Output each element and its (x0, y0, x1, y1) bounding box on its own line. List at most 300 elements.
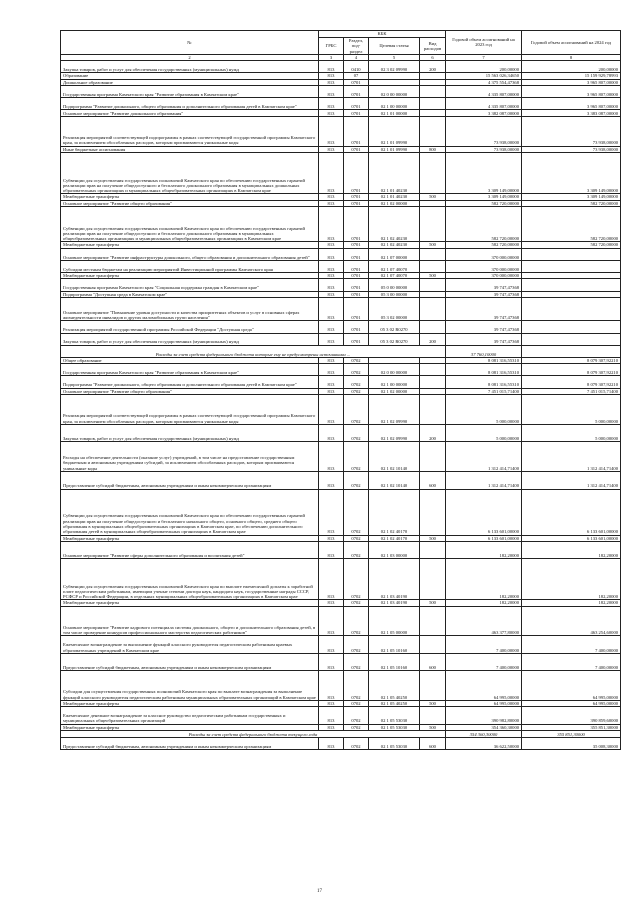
section-code: 0701 (344, 260, 369, 272)
grbs-code: 813 (319, 194, 344, 200)
value-2023: 6 133 601,00000 (446, 535, 522, 541)
table-row (61, 333, 621, 345)
header-kbk: КБК (319, 31, 446, 38)
article-code: 02 1 02 09990 (369, 395, 420, 425)
value-2023: 39 747,47368 (446, 298, 522, 321)
item-name: Подпрограмма "Развитие дошкольного, общего образования и дополнительного образования детей в Камчатском крае" (61, 376, 319, 388)
value-2023: 39 747,47368 (446, 291, 522, 298)
grbs-code: 813 (319, 242, 344, 248)
kind-code (420, 671, 446, 701)
kind-code (420, 110, 446, 117)
item-name: Реализация мероприятий соответствующей подпрограммы в рамках соответствующей государственной программы Камчатского края, за исключением обособленных расходов, которым присваиваются уникальные коды (61, 395, 319, 425)
table-row (61, 606, 621, 636)
value-2023: 370 000,00000 (446, 260, 522, 272)
value-2024: 15 159 929,78993 (522, 73, 621, 79)
value-2024 (522, 345, 621, 357)
page-number: 17 (317, 889, 322, 894)
value-2024 (522, 260, 621, 272)
value-2024: 7 451 015,71400 (522, 388, 621, 395)
value-2024: 3 965 807,00000 (522, 98, 621, 110)
article-code: 02 1 02 40230 (369, 242, 420, 248)
table-row (61, 737, 621, 749)
kind-code: 200 (420, 61, 446, 73)
value-2024 (522, 248, 621, 260)
section-code: 0702 (344, 471, 369, 489)
section-code: 0701 (344, 79, 369, 85)
kind-code (420, 85, 446, 97)
item-name: Межбюджетные трансферты (61, 273, 319, 279)
article-code: 02 1 05 53030 (369, 724, 420, 730)
grbs-code: 813 (319, 279, 344, 291)
item-name: Основное мероприятие "Развитие инфраструктуры дошкольного, общего образования и дополнительного образования детей" (61, 248, 319, 260)
value-2023: 182,20000 (446, 541, 522, 559)
grbs-code: 813 (319, 376, 344, 388)
grbs-code: 813 (319, 535, 344, 541)
kind-code: 800 (420, 146, 446, 153)
value-2023: 7 451 015,71400 (446, 388, 522, 395)
item-name: Реализация мероприятий соответствующей подпрограммы в рамках соответствующей государственной программы Камчатского края, за исключением обособленных расходов, которым присваиваются уникальные коды (61, 117, 319, 147)
kind-code (420, 395, 446, 425)
table-row (61, 110, 621, 117)
table-row (61, 298, 621, 321)
value-2023: 370 000,00000 (446, 248, 522, 260)
section-code: 0701 (344, 117, 369, 147)
section-code: 0702 (344, 376, 369, 388)
value-2024: 64 995,00000 (522, 671, 621, 701)
table-row (61, 146, 621, 153)
item-name: Основное мероприятие "Развитие сферы дополнительного образования и воспитания детей" (61, 541, 319, 559)
kind-code: 500 (420, 700, 446, 706)
table-row (61, 291, 621, 298)
col-number: 3 (319, 54, 344, 60)
article-code: 02 1 02 40230 (369, 207, 420, 242)
value-2023: 73 938,00000 (446, 117, 522, 147)
grbs-code: 813 (319, 61, 344, 73)
value-2023: 39 747,47368 (446, 279, 522, 291)
section-code: 0701 (344, 242, 369, 248)
grbs-code: 813 (319, 207, 344, 242)
item-name: Расходы на обеспечение деятельности (оказание услуг) учреждений, в том числе на предоставление государственным бюджетным и автономным учреждениям субсидий, за исключением обособленных расходов, которым присваиваются уникальные коды (61, 442, 319, 472)
value-2023: 1 312 414,71400 (446, 471, 522, 489)
note-row (61, 731, 621, 738)
value-2024: 1 312 414,71400 (522, 442, 621, 472)
value-2024: 73 938,00000 (522, 146, 621, 153)
section-code: 0701 (344, 194, 369, 200)
kind-code (420, 200, 446, 207)
article-code: 02 1 02 40170 (369, 489, 420, 535)
section-code: 0701 (344, 321, 369, 333)
article-code: 02 1 01 40230 (369, 153, 420, 194)
article-code: 02 1 01 00000 (369, 110, 420, 117)
table-row (61, 200, 621, 207)
article-code: 02 1 02 10140 (369, 442, 420, 472)
header-row-top (61, 31, 621, 38)
item-name: Ежемесячное денежное вознаграждение за классное руководство педагогическим работникам государственных и муниципальных общеобразовательных организаций (61, 707, 319, 725)
item-name: Межбюджетные трансферты (61, 724, 319, 730)
section-code: 0702 (344, 442, 369, 472)
value-2023: 182,20000 (446, 559, 522, 600)
value-2023: 354 360,30000 (446, 724, 522, 730)
value-2023: 3 309 149,00000 (446, 153, 522, 194)
value-2024: 1 312 414,71400 (522, 471, 621, 489)
table-row (61, 395, 621, 425)
grbs-code: 813 (319, 700, 344, 706)
section-code: 0702 (344, 364, 369, 376)
kind-code (420, 707, 446, 725)
table-row (61, 541, 621, 559)
kind-code (420, 260, 446, 272)
value-2024 (522, 321, 621, 333)
col-number: 4 (344, 54, 369, 60)
value-2023: 7 400,00000 (446, 636, 522, 654)
section-code: 0701 (344, 98, 369, 110)
article-code: 02 1 05 40250 (369, 700, 420, 706)
value-2024: 390 859,60000 (522, 707, 621, 725)
value-2023: 36 622,50000 (446, 737, 522, 749)
article-code: 02 1 01 40230 (369, 194, 420, 200)
item-name: Основное мероприятие "Развитие кадрового потенциала системы дошкольного, общего и дополнительного образования детей, в том числе проведение конкурсов профессионального мастерства педагогических работников" (61, 606, 319, 636)
value-2023: 582 720,00000 (446, 207, 522, 242)
grbs-code: 813 (319, 357, 344, 363)
section-code: 0701 (344, 291, 369, 298)
item-name: Субсидии для осуществления государственных полномочий Камчатского края по выплате вознаграждения за выполнение функций классного руководителя педагогическим работникам муниципальных образовательных организаций в Камчатском крае (61, 671, 319, 701)
item-name: Ежемесячное вознаграждение за выполнение функций классного руководителя педагогическим работникам краевых образовательных учреждений в Камчатском крае (61, 636, 319, 654)
item-name: Закупка товаров, работ и услуг для обеспечения государственных (муниципальных) нужд (61, 424, 319, 442)
value-2023: 200,00000 (446, 61, 522, 73)
article-code: 02 1 03 00000 (369, 541, 420, 559)
kind-code: 500 (420, 724, 446, 730)
section-code: 0701 (344, 146, 369, 153)
table-row (61, 364, 621, 376)
value-2023: 182,20000 (446, 600, 522, 606)
value-2024 (522, 291, 621, 298)
section-code: 0701 (344, 207, 369, 242)
grbs-code: 813 (319, 600, 344, 606)
col-number: 7 (446, 54, 522, 60)
grbs-code: 813 (319, 333, 344, 345)
article-code: 02 1 02 09990 (369, 424, 420, 442)
value-2024: 3 383 087,00000 (522, 110, 621, 117)
kind-code (420, 606, 446, 636)
section-code: 0410 (344, 61, 369, 73)
grbs-code: 813 (319, 653, 344, 671)
item-name: Подпрограмма "Развитие дошкольного, общего образования и дополнительного образования детей в Камчатском крае" (61, 98, 319, 110)
header-no: № (61, 31, 319, 55)
note-row (61, 345, 621, 357)
value-2023: 463 377,80000 (446, 606, 522, 636)
item-name: Субвенции для осуществления государственных полномочий Камчатского края по обеспечению государственных гарантий реализации прав на получение общедоступного и бесплатного дошкольного образования в муниципальных дошкольных образовательных организациях и муниципальных общеобразовательных организациях в Камчатском крае (61, 153, 319, 194)
budget-table (60, 30, 621, 750)
grbs-code: 813 (319, 424, 344, 442)
article-code: 05 3 02 R0270 (369, 333, 420, 345)
section-code: 0701 (344, 153, 369, 194)
section-code: 0701 (344, 333, 369, 345)
kind-code (420, 279, 446, 291)
item-name: Закупка товаров, работ и услуг для обеспечения государственных (муниципальных) нужд (61, 61, 319, 73)
table-row (61, 61, 621, 73)
article-code: 02 1 03 40190 (369, 600, 420, 606)
value-2024: 3 965 807,00000 (522, 85, 621, 97)
section-code: 0702 (344, 600, 369, 606)
value-2023: 73 938,00000 (446, 146, 522, 153)
value-2023: 8 081 316,55310 (446, 376, 522, 388)
item-name: Предоставление субсидий бюджетным, автономным учреждениям и иным некоммерческим организациям (61, 737, 319, 749)
kind-code (420, 117, 446, 147)
grbs-code: 813 (319, 298, 344, 321)
header-2024: Годовой объем ассигнований на 2024 год (522, 31, 621, 55)
section-code: 0702 (344, 653, 369, 671)
grbs-code: 813 (319, 606, 344, 636)
value-2023: 64 995,00000 (446, 700, 522, 706)
value-2024: 200,00000 (522, 61, 621, 73)
kind-code (420, 321, 446, 333)
grbs-code: 813 (319, 146, 344, 153)
value-2023: 5 000,00000 (446, 395, 522, 425)
kind-code (420, 364, 446, 376)
value-2024: 182,20000 (522, 559, 621, 600)
grbs-code: 813 (319, 79, 344, 85)
item-name: Предоставление субсидий бюджетным, автономным учреждениям и иным некоммерческим организациям (61, 653, 319, 671)
grbs-code: 813 (319, 364, 344, 376)
value-2024: 582 720,00000 (522, 207, 621, 242)
kind-code: 600 (420, 653, 446, 671)
value-2024: 5 000,00000 (522, 395, 621, 425)
kind-code (420, 636, 446, 654)
section-code: 0701 (344, 248, 369, 260)
value-2024: 463 254,60000 (522, 606, 621, 636)
header-kind: Вид расходов (420, 38, 446, 55)
section-code: 0701 (344, 298, 369, 321)
grbs-code: 813 (319, 559, 344, 600)
table-row (61, 424, 621, 442)
item-name: Основное мероприятие "Развитие общего образования" (61, 200, 319, 207)
grbs-code: 813 (319, 395, 344, 425)
section-code: 0702 (344, 424, 369, 442)
section-code: 0701 (344, 110, 369, 117)
grbs-code: 813 (319, 85, 344, 97)
section-code: 0702 (344, 388, 369, 395)
value-2024: 6 133 601,00000 (522, 489, 621, 535)
article-code: 02 1 02 10140 (369, 471, 420, 489)
section-code: 0701 (344, 200, 369, 207)
table-row (61, 388, 621, 395)
kind-code: 500 (420, 194, 446, 200)
grbs-code: 813 (319, 153, 344, 194)
item-name: Субсидии местным бюджетам на реализацию мероприятий Инвестиционной программы Камчатского края (61, 260, 319, 272)
table-row (61, 442, 621, 472)
section-code: 0701 (344, 85, 369, 97)
kind-code: 600 (420, 737, 446, 749)
section-code: 0702 (344, 737, 369, 749)
value-2024 (522, 333, 621, 345)
item-name: Межбюджетные трансферты (61, 194, 319, 200)
value-2023: 1 312 414,71400 (446, 442, 522, 472)
kind-code (420, 376, 446, 388)
header-section: Раздел, под-раздел (344, 38, 369, 55)
article-code: 02 1 07 40070 (369, 260, 420, 272)
value-2024: 3 309 149,00000 (522, 194, 621, 200)
section-code: 0702 (344, 357, 369, 363)
kind-code (420, 489, 446, 535)
table-row (61, 117, 621, 147)
item-name: Субвенции для осуществления государственных полномочий Камчатского края по обеспечению государственных гарантий реализации прав на получение общедоступного и бесплатного начального общего, основного общего, среднего общего образования в муниципальных общеобразовательных организациях в Камчатском крае, по обеспечению дополнительного образования детей в муниципальных общеобразовательных организациях в Камчатском крае (61, 489, 319, 535)
article-code: 02 1 07 40070 (369, 273, 420, 279)
value-2023: 370 000,00000 (446, 273, 522, 279)
kind-code: 500 (420, 242, 446, 248)
kind-code: 200 (420, 333, 446, 345)
table-row (61, 248, 621, 260)
value-2023: 3 309 149,00000 (446, 194, 522, 200)
section-code: 0702 (344, 489, 369, 535)
grbs-code: 813 (319, 388, 344, 395)
kind-code (420, 388, 446, 395)
table-row (61, 207, 621, 242)
article-code: 02 1 02 00000 (369, 388, 420, 395)
article-code: 05 3 02 R0270 (369, 321, 420, 333)
article-code: 02 1 02 00000 (369, 200, 420, 207)
value-2023: 15 563 026,34650 (446, 73, 522, 79)
article-code: 02 1 05 53030 (369, 707, 420, 725)
grbs-code: 813 (319, 260, 344, 272)
value-2024: 582 720,00000 (522, 200, 621, 207)
col-number: 2 (61, 54, 319, 60)
value-2023: 8 081 316,55310 (446, 357, 522, 363)
article-code: 02 1 05 10160 (369, 636, 420, 654)
table-row (61, 559, 621, 600)
table-row (61, 376, 621, 388)
item-name: Межбюджетные трансферты (61, 600, 319, 606)
article-code: 02 3 02 09990 (369, 61, 420, 73)
grbs-code: 813 (319, 636, 344, 654)
item-name: Межбюджетные трансферты (61, 242, 319, 248)
header-article: Целевая статья (369, 38, 420, 55)
item-name: Государственная программа Камчатского края "Социальная поддержка граждан в Камчатском крае" (61, 279, 319, 291)
section-code: 0702 (344, 707, 369, 725)
grbs-code: 813 (319, 291, 344, 298)
table-row (61, 653, 621, 671)
value-2023: 8 081 316,55310 (446, 364, 522, 376)
grbs-code: 813 (319, 73, 344, 79)
kind-code (420, 153, 446, 194)
item-name: Межбюджетные трансферты (61, 700, 319, 706)
table-row (61, 671, 621, 701)
section-code: 0702 (344, 559, 369, 600)
grbs-code: 813 (319, 541, 344, 559)
table-row (61, 471, 621, 489)
header-2023: Годовой объем ассигнований на 2023 год (446, 31, 522, 55)
table-row (61, 636, 621, 654)
value-2023: 4 335 807,00000 (446, 98, 522, 110)
value-2024: 7 400,00000 (522, 653, 621, 671)
section-code: 0702 (344, 535, 369, 541)
item-name: Иные бюджетные ассигнования (61, 146, 319, 153)
kind-code: 600 (420, 471, 446, 489)
item-name: Предоставление субсидий бюджетным, автономным учреждениям и иным некоммерческим организациям (61, 471, 319, 489)
grbs-code: 813 (319, 471, 344, 489)
table-row (61, 279, 621, 291)
value-2024: 3 965 807,00000 (522, 79, 621, 85)
grbs-code: 813 (319, 98, 344, 110)
kind-code (420, 248, 446, 260)
value-2024: 35 008,30000 (522, 737, 621, 749)
value-2023: 582 720,00000 (446, 200, 522, 207)
grbs-code: 813 (319, 200, 344, 207)
value-2023: 7 400,00000 (446, 653, 522, 671)
item-name: Подпрограмма "Доступная среда в Камчатском крае" (61, 291, 319, 298)
kind-code: 200 (420, 424, 446, 442)
value-2024 (522, 279, 621, 291)
value-2024: 73 938,00000 (522, 117, 621, 147)
item-name: Основное мероприятие "Повышение уровня доступности и качества приоритетных объектов и услуг в основных сферах жизнедеятельности инвалидов и других маломобильных групп населения" (61, 298, 319, 321)
item-name: Образование (61, 73, 319, 79)
col-number: 6 (420, 54, 446, 60)
table-row (61, 321, 621, 333)
item-name: Субвенции для осуществления государственных полномочий Камчатского края по выплате ежемесячной доплаты к заработной плате педагогическим работникам, имеющим ученые степени доктора наук, кандидата наук, государственные награды СССР, РСФСР и Российской Федерации, в отдельных муниципальных общеобразовательных организациях в Камчатском крае (61, 559, 319, 600)
article-code: 02 0 00 00000 (369, 364, 420, 376)
section-code: 0702 (344, 724, 369, 730)
value-2024: 6 133 601,00000 (522, 535, 621, 541)
table-row (61, 85, 621, 97)
item-name: Государственная программа Камчатского края "Развитие образования в Камчатском крае" (61, 85, 319, 97)
value-2023: 37 760,10000 (446, 345, 522, 357)
item-name: Субвенции для осуществления государственных полномочий Камчатского края по обеспечению государственных гарантий реализации прав на получение общедоступного и бесплатного дошкольного образования в муниципальных общеобразовательных организациях и муниципальных общеобразовательных организациях в Камчатском крае (61, 207, 319, 242)
item-name: Основное мероприятие "Развитие дошкольного образования" (61, 110, 319, 117)
section-code: 07 (344, 73, 369, 79)
value-2024: 8 079 307,92210 (522, 376, 621, 388)
grbs-code: 813 (319, 248, 344, 260)
table-row (61, 153, 621, 194)
article-code: 02 1 00 00000 (369, 98, 420, 110)
kind-code: 500 (420, 535, 446, 541)
article-code: 02 1 00 00000 (369, 376, 420, 388)
article-code: 02 1 05 10160 (369, 653, 420, 671)
grbs-code: 813 (319, 110, 344, 117)
item-name: Общее образование (61, 357, 319, 363)
section-code: 0702 (344, 395, 369, 425)
table-row (61, 98, 621, 110)
value-2024: 3 309 149,00000 (522, 153, 621, 194)
kind-code (420, 559, 446, 600)
value-2023: 3 382 087,00000 (446, 110, 522, 117)
kind-code: 500 (420, 273, 446, 279)
grbs-code: 813 (319, 117, 344, 147)
grbs-code: 813 (319, 321, 344, 333)
note-text: Расходы за счет средств федерального бюджета которые ему не предусмотрены источниками ... (61, 345, 446, 357)
section-code: 0702 (344, 671, 369, 701)
kind-code (420, 98, 446, 110)
value-2024: 182,20000 (522, 600, 621, 606)
header-grbs: ГРБС (319, 38, 344, 55)
col-number: 5 (369, 54, 420, 60)
value-2023: 582 720,00000 (446, 242, 522, 248)
value-2024: 355 851,30000 (522, 724, 621, 730)
item-name: Основное мероприятие "Развитие общего образования" (61, 388, 319, 395)
value-2023: 390 982,80000 (446, 707, 522, 725)
value-2024: 5 000,00000 (522, 424, 621, 442)
value-2023: 5 000,00000 (446, 424, 522, 442)
table-row (61, 707, 621, 725)
item-name: Межбюджетные трансферты (61, 535, 319, 541)
table-row (61, 260, 621, 272)
value-2024: 355 851,30000 (522, 731, 621, 738)
value-2023: 4 335 807,00000 (446, 85, 522, 97)
value-2023: 4 375 554,47368 (446, 79, 522, 85)
section-code: 0701 (344, 273, 369, 279)
article-code: 02 1 03 40190 (369, 559, 420, 600)
value-2024: 8 079 307,92210 (522, 364, 621, 376)
value-2024: 582 720,00000 (522, 242, 621, 248)
value-2023: 6 133 601,00000 (446, 489, 522, 535)
